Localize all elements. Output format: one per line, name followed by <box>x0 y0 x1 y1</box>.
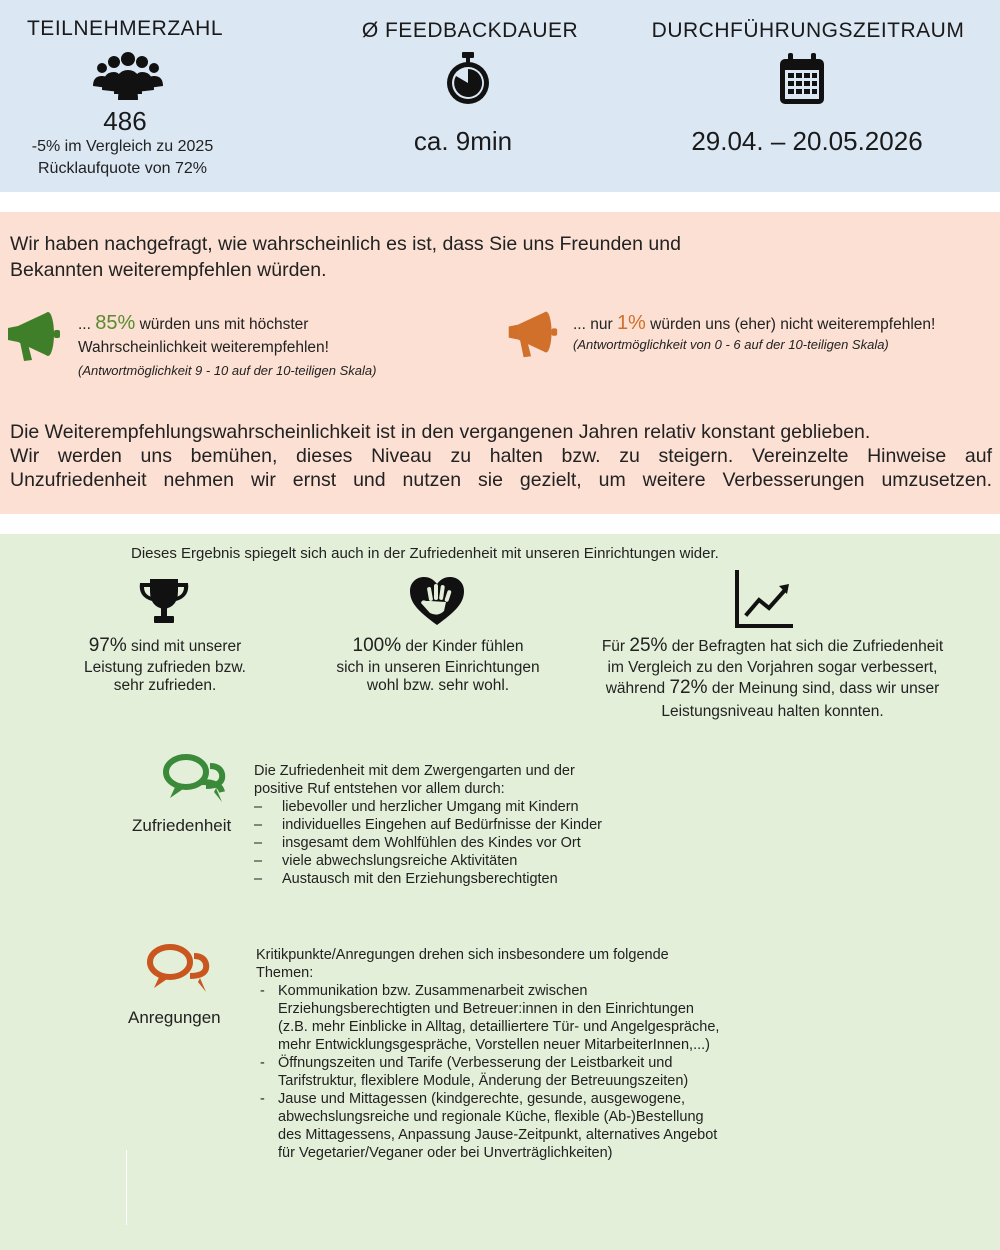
list-item: – Austausch mit den Erziehungsberechtigten <box>254 870 634 888</box>
megaphone-green-icon <box>4 306 62 364</box>
list-item: – insgesamt dem Wohlfühlen des Kindes vor Ort <box>254 834 634 852</box>
recommendation-intro-line1: Wir haben nachgefragt, wie wahrscheinlich es ist, dass Sie uns Freunden und <box>10 233 681 255</box>
satisfaction-col2-pct: 100% <box>352 635 402 656</box>
duration-value: ca. 9min <box>413 126 513 156</box>
negative-percent: 1% <box>616 312 646 334</box>
anregungen-list <box>256 982 726 1162</box>
zufriedenheit-list <box>254 798 634 888</box>
heart-hand-icon <box>408 575 466 627</box>
satisfaction-col2-line1: 100% der Kinder fühlen <box>352 635 524 656</box>
list-item: - Jause und Mittagessen (kindgerechte, gesunde, ausgewogene, abwechslungsreiche und regionale Küche, flexible (Ab-)Bestellung des Mittagessens, Anpassung Jause-Zeitpunkt, alternatives Angebot für Vegetarier/Veganer oder bei Unverträglichkeiten) <box>256 1090 726 1162</box>
negative-line1: ... nur 1% würden uns (eher) nicht weiterempfehlen! <box>573 312 936 334</box>
satisfaction-col3-line3: während 72% der Meinung sind, dass wir unser <box>605 677 940 698</box>
satisfaction-col1-line2: Leistung zufrieden bzw. <box>84 659 246 676</box>
satisfaction-col1-line1: 97% sind mit unserer <box>88 635 242 656</box>
list-item: - Öffnungszeiten und Tarife (Verbesserung der Leistbarkeit und Tarifstruktur, flexiblere Module, Änderung der Betreuungszeiten) <box>256 1054 726 1090</box>
recommendation-paragraph-line2: Wir werden uns bemühen, dieses Niveau zu halten bzw. zu steigern. Vereinzelte Hinweise auf <box>10 445 992 467</box>
satisfaction-col3-line4: Leistungsniveau halten konnten. <box>661 703 884 720</box>
period-value: 29.04. – 20.05.2026 <box>691 126 923 156</box>
participants-title: TEILNEHMERZAHL <box>26 17 224 40</box>
speech-bubbles-orange-icon <box>146 942 212 994</box>
participants-change: -5% im Vergleich zu 2025 <box>31 138 214 155</box>
divider <box>126 1150 127 1225</box>
zufriedenheit-intro2: positive Ruf entstehen vor allem durch: <box>254 781 505 797</box>
duration-title: Ø FEEDBACKDAUER <box>361 19 579 42</box>
anregungen-intro2: Themen: <box>256 965 314 981</box>
list-item: - Kommunikation bzw. Zusammenarbeit zwischen Erziehungsberechtigten und Betreuer:innen in den Einrichtungen (z.B. mehr Einblicke in Alltag, detailliertere Tür- und Angelgespräche, mehr Entwicklungsgespräche, Vorstellen neuer MitarbeiterInnen,...) <box>256 982 726 1054</box>
anregungen-label: Anregungen <box>128 1008 221 1027</box>
zufriedenheit-text <box>254 762 634 888</box>
period-title: DURCHFÜHRUNGSZEITRAUM <box>651 19 965 42</box>
satisfaction-col2-line2: sich in unseren Einrichtungen <box>336 659 540 676</box>
negative-note: (Antwortmöglichkeit von 0 - 6 auf der 10-teiligen Skala) <box>573 337 889 352</box>
satisfaction-col1-pct: 97% <box>88 635 127 656</box>
participants-response-rate: Rücklaufquote von 72% <box>38 160 207 177</box>
list-item: – individuelles Eingehen auf Bedürfnisse der Kinder <box>254 816 634 834</box>
recommendation-paragraph-line3: Unzufriedenheit nehmen wir ernst und nutzen sie gezielt, um weitere Verbesserungen umzusetzen. <box>10 469 992 491</box>
positive-note: (Antwortmöglichkeit 9 - 10 auf der 10-teiligen Skala) <box>78 363 377 378</box>
positive-percent: 85% <box>95 312 136 334</box>
participants-value: 486 <box>103 106 147 136</box>
anregungen-intro1: Kritikpunkte/Anregungen drehen sich insbesondere um folgende <box>256 947 669 963</box>
anregungen-text <box>256 946 726 1162</box>
satisfaction-col3-line1: Für 25% der Befragten hat sich die Zufriedenheit <box>601 635 944 656</box>
satisfaction-col1-line3: sehr zufrieden. <box>113 677 217 694</box>
list-item: – liebevoller und herzlicher Umgang mit Kindern <box>254 798 634 816</box>
stopwatch-icon <box>444 50 492 106</box>
satisfaction-col3-pct2: 72% <box>669 677 708 698</box>
line-chart-icon <box>733 570 793 630</box>
calendar-icon <box>778 52 826 106</box>
recommendation-intro-line2: Bekannten weiterempfehlen würden. <box>10 259 327 281</box>
satisfaction-col2-line3: wohl bzw. sehr wohl. <box>366 677 510 694</box>
zufriedenheit-label: Zufriedenheit <box>132 816 232 835</box>
people-group-icon <box>92 50 164 102</box>
megaphone-orange-icon <box>505 306 559 360</box>
list-item: – viele abwechslungsreiche Aktivitäten <box>254 852 634 870</box>
satisfaction-col3-line2: im Vergleich zu den Vorjahren sogar verbessert, <box>607 659 938 676</box>
satisfaction-col3-pct1: 25% <box>629 635 668 656</box>
trophy-icon <box>136 577 192 625</box>
recommendation-paragraph-line1: Die Weiterempfehlungswahrscheinlichkeit ist in den vergangenen Jahren relativ konstant geblieben. <box>10 421 871 443</box>
positive-line1: ... 85% würden uns mit höchster <box>78 312 309 334</box>
positive-line2: Wahrscheinlichkeit weiterempfehlen! <box>78 339 329 356</box>
zufriedenheit-intro1: Die Zufriedenheit mit dem Zwergengarten und der <box>254 763 575 779</box>
speech-bubbles-green-icon <box>162 752 228 804</box>
satisfaction-headline: Dieses Ergebnis spiegelt sich auch in der Zufriedenheit mit unseren Einrichtungen wider. <box>131 545 719 562</box>
